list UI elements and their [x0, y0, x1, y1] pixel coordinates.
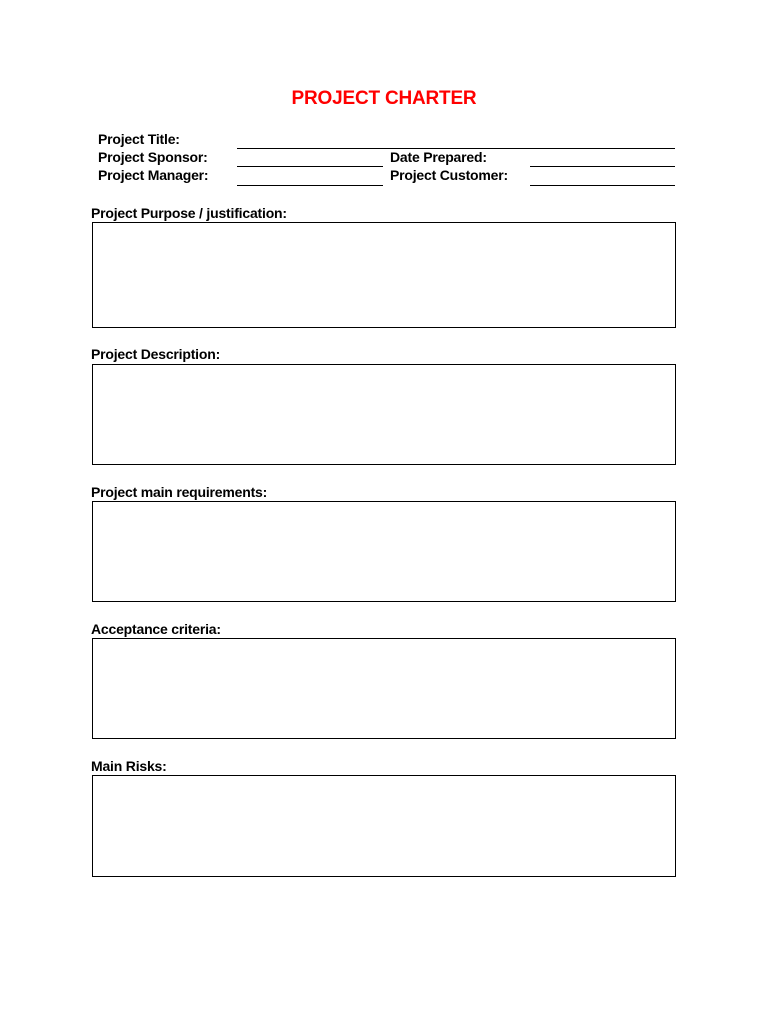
project-manager-label: Project Manager:	[98, 167, 209, 183]
requirements-box[interactable]	[92, 501, 676, 602]
project-customer-label: Project Customer:	[390, 167, 508, 183]
acceptance-box[interactable]	[92, 638, 676, 739]
project-sponsor-label: Project Sponsor:	[98, 149, 208, 165]
requirements-label: Project main requirements:	[91, 484, 268, 500]
description-box[interactable]	[92, 364, 676, 465]
purpose-box[interactable]	[92, 222, 676, 328]
project-manager-field[interactable]	[237, 185, 383, 186]
project-sponsor-field[interactable]	[237, 166, 383, 167]
project-title-label: Project Title:	[98, 131, 180, 147]
purpose-label: Project Purpose / justification:	[91, 205, 287, 221]
date-prepared-label: Date Prepared:	[390, 149, 487, 165]
date-prepared-field[interactable]	[530, 166, 675, 167]
document-title: PROJECT CHARTER	[291, 88, 477, 109]
description-label: Project Description:	[91, 346, 221, 362]
acceptance-label: Acceptance criteria:	[91, 621, 221, 637]
project-customer-field[interactable]	[530, 185, 675, 186]
risks-box[interactable]	[92, 775, 676, 877]
risks-label: Main Risks:	[91, 758, 167, 774]
